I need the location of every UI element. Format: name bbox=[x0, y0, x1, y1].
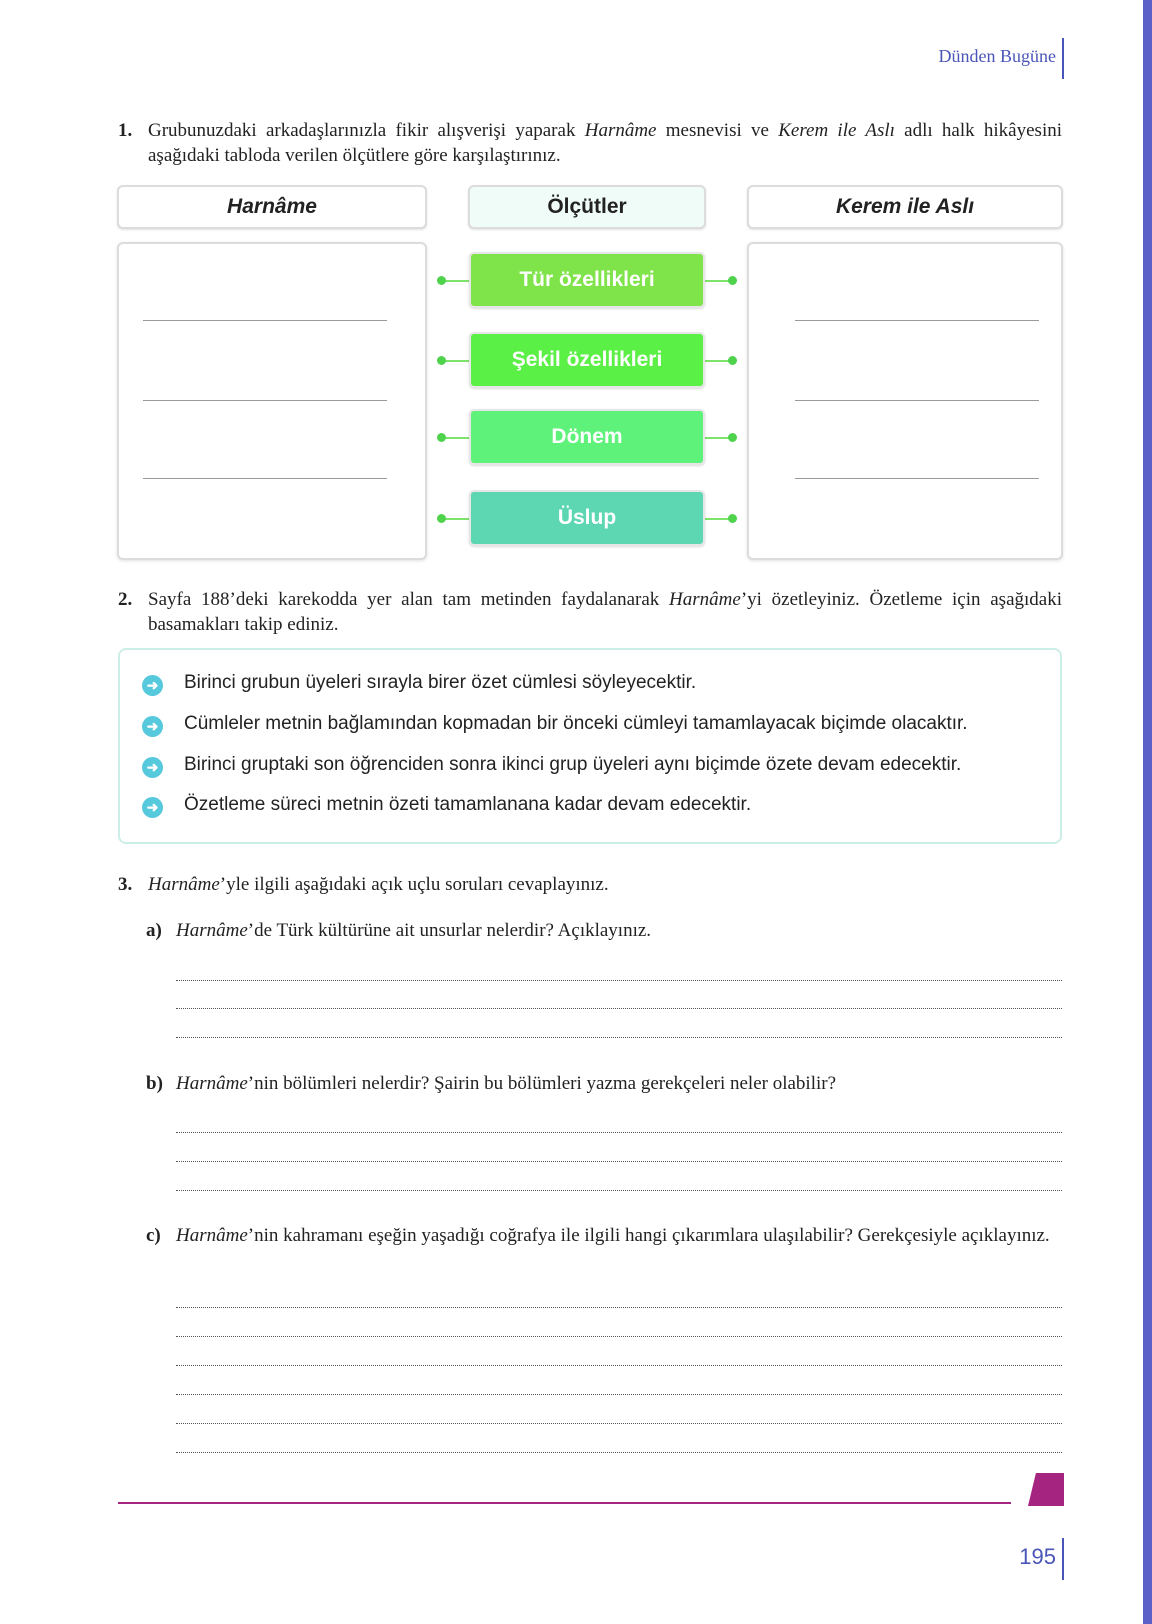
arrow-right-circle-icon: ➜ bbox=[142, 716, 163, 737]
answer-dotted-line[interactable] bbox=[176, 1365, 1062, 1366]
criterion-genre: Tür özellikleri bbox=[469, 252, 705, 308]
question-number: 2. bbox=[118, 589, 133, 610]
page-number: 195 bbox=[1019, 1544, 1056, 1569]
answer-line bbox=[795, 320, 1039, 321]
connector-dot bbox=[728, 276, 737, 285]
answer-line bbox=[143, 478, 387, 479]
answer-dotted-line[interactable] bbox=[176, 980, 1062, 981]
connector-dot bbox=[728, 433, 737, 442]
harname-answer-box[interactable] bbox=[117, 242, 427, 560]
answer-line bbox=[795, 478, 1039, 479]
connector-dot bbox=[437, 276, 446, 285]
sub-question-c: c) Harnâme’nin kahramanı eşeğin yaşadığı coğrafya ile ilgili hangi çıkarımlara ulaşılabilir? Gerekçesiyle açıklayınız. bbox=[146, 1225, 1050, 1246]
sub-question-b: b) Harnâme’nin bölümleri nelerdir? Şairin bu bölümleri yazma gerekçeleri neler olabilir? bbox=[146, 1073, 837, 1094]
answer-dotted-line[interactable] bbox=[176, 1037, 1062, 1038]
question-text: Harnâme’yle ilgili aşağıdaki açık uçlu soruları cevaplayınız. bbox=[148, 874, 609, 895]
footer-accent-block bbox=[1028, 1473, 1064, 1506]
criterion-style: Üslup bbox=[469, 490, 705, 546]
question-3 bbox=[118, 872, 1062, 897]
connector-dot bbox=[728, 356, 737, 365]
question-number: 3. bbox=[118, 874, 133, 895]
answer-dotted-line[interactable] bbox=[176, 1336, 1062, 1337]
question-text: Sayfa 188’deki karekodda yer alan tam metinden faydalanarak Harnâme’yi özetleyiniz. Özetleme için aşağıdaki basamakları takip ediniz. bbox=[148, 589, 1062, 635]
answer-line bbox=[143, 320, 387, 321]
page-number-divider bbox=[1062, 1538, 1064, 1580]
answer-dotted-line[interactable] bbox=[176, 1423, 1062, 1424]
sub-question-a: a) Harnâme’de Türk kültürüne ait unsurlar nelerdir? Açıklayınız. bbox=[146, 920, 652, 941]
column-title-harname: Harnâme bbox=[117, 185, 427, 229]
question-1 bbox=[118, 118, 1062, 168]
criterion-period: Dönem bbox=[469, 409, 705, 465]
answer-dotted-line[interactable] bbox=[176, 1190, 1062, 1191]
header-divider bbox=[1062, 38, 1064, 79]
question-2 bbox=[118, 587, 1062, 637]
question-text: Grubunuzdaki arkadaşlarınızla fikir alışverişi yaparak Harnâme mesnevisi ve Kerem ile Aslı adlı halk hikâyesini aşağıdaki tabloda verilen ölçütlere göre karşılaştırınız. bbox=[148, 120, 1062, 166]
arrow-right-circle-icon: ➜ bbox=[142, 675, 163, 696]
answer-line bbox=[143, 400, 387, 401]
connector-dot bbox=[728, 514, 737, 523]
connector-dot bbox=[437, 514, 446, 523]
column-title-criteria: Ölçütler bbox=[468, 185, 706, 229]
arrow-right-circle-icon: ➜ bbox=[142, 757, 163, 778]
answer-dotted-line[interactable] bbox=[176, 1307, 1062, 1308]
kerem-answer-box[interactable] bbox=[747, 242, 1063, 560]
column-title-kerem: Kerem ile Aslı bbox=[747, 185, 1063, 229]
page-edge-band bbox=[1143, 0, 1152, 1624]
answer-dotted-line[interactable] bbox=[176, 1452, 1062, 1453]
footer-rule bbox=[118, 1502, 1011, 1504]
answer-dotted-line[interactable] bbox=[176, 1132, 1062, 1133]
connector-dot bbox=[437, 356, 446, 365]
arrow-right-circle-icon: ➜ bbox=[142, 797, 163, 818]
answer-dotted-line[interactable] bbox=[176, 1394, 1062, 1395]
criterion-form: Şekil özellikleri bbox=[469, 332, 705, 388]
answer-dotted-line[interactable] bbox=[176, 1008, 1062, 1009]
running-head: Dünden Bugüne bbox=[938, 46, 1056, 66]
question-number: 1. bbox=[118, 120, 133, 141]
answer-line bbox=[795, 400, 1039, 401]
connector-dot bbox=[437, 433, 446, 442]
answer-dotted-line[interactable] bbox=[176, 1161, 1062, 1162]
steps-box: ➜ Birinci grubun üyeleri sırayla birer özet cümlesi söyleyecektir. ➜ Cümleler metnin bağlamından kopmadan bir önceki cümleyi tamamlayacak biçimde olacaktır. ➜ Birinci gruptaki son öğrenciden sonra ikinci grup üyeleri aynı biçimde özete devam edecektir. ➜ Özetleme süreci metnin özeti tamamlanana kadar devam edecektir. bbox=[118, 648, 1062, 844]
